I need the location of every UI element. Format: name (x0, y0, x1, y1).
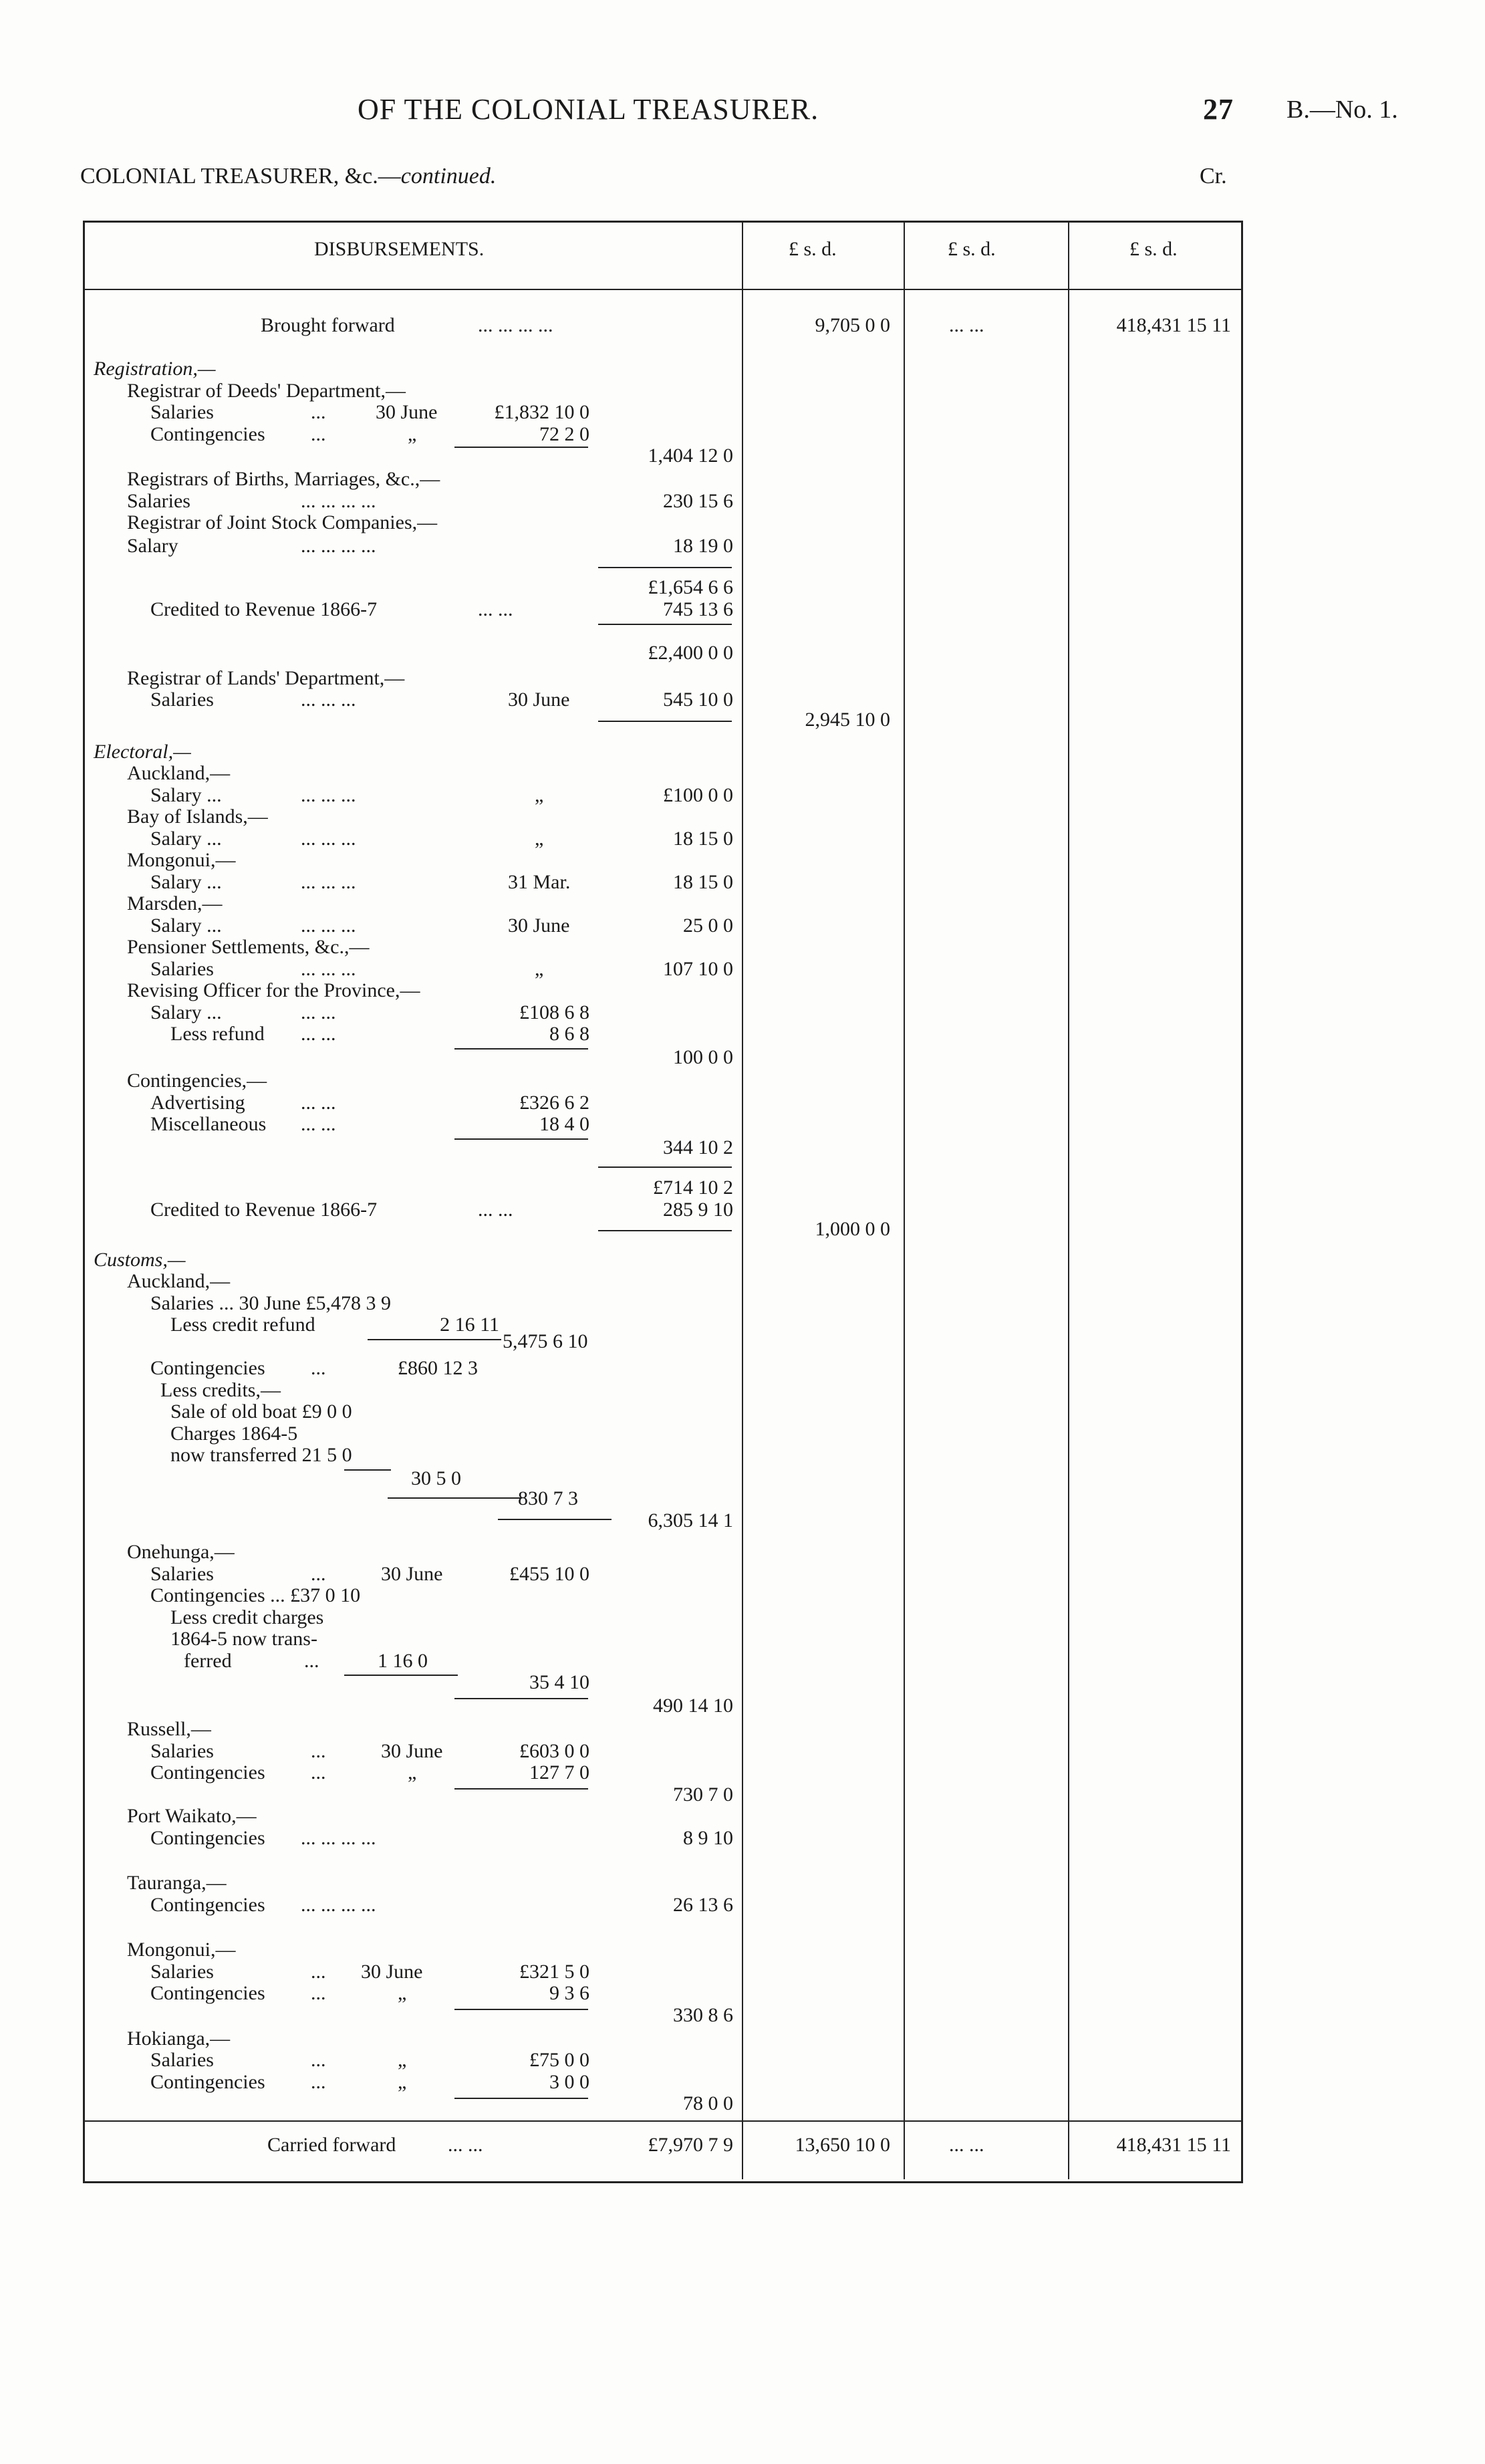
registration-sum-rule (598, 567, 732, 568)
customs-tauranga-dots: ... ... ... ... (301, 1894, 376, 1916)
onehunga-less-rule (344, 1675, 458, 1676)
brought-forward-label: Brought forward (261, 314, 395, 336)
electoral-total-rule (598, 1230, 732, 1231)
deeds-salaries-label: Salaries (150, 401, 214, 423)
carried-forward-label: Carried forward (267, 2134, 396, 2156)
electoral-misc-amount: 18 4 0 (539, 1113, 589, 1135)
electoral-mongonui-amount: 18 15 0 (673, 871, 733, 893)
customs-auckland: Auckland,— (127, 1270, 231, 1292)
electoral-misc-dots: ... ... (301, 1113, 336, 1135)
column-divider-1 (742, 221, 743, 2179)
electoral-contingencies: Contingencies,— (127, 1070, 267, 1092)
customs-russell-contingencies-ditto: „ (408, 1761, 417, 1783)
subtitle-main: COLONIAL TREASURER, &c.— (80, 164, 401, 189)
customs-russell-salaries: Salaries (150, 1740, 214, 1762)
joint-stock-amount: 18 19 0 (673, 535, 733, 557)
electoral-auckland: Auckland,— (127, 762, 231, 784)
customs-hokianga-salaries-dots: ... (311, 2049, 326, 2071)
registration-total-rule (598, 721, 732, 722)
deeds-total: 1,404 12 0 (648, 445, 733, 467)
deeds-heading: Registrar of Deeds' Department,— (127, 380, 406, 402)
customs-russell-salaries-dots: ... (311, 1740, 326, 1762)
customs-auckland-total: 6,305 14 1 (648, 1509, 733, 1531)
carried-forward-col1: 13,650 10 0 (795, 2134, 890, 2156)
column-divider-2 (904, 221, 905, 2179)
customs-hokianga-contingencies-ditto: „ (398, 2071, 407, 2093)
customs-mongonui-salaries-amount: £321 5 0 (519, 1961, 589, 1983)
electoral-mongonui-dots: ... ... ... (301, 871, 356, 893)
joint-stock-heading: Registrar of Joint Stock Companies,— (127, 511, 438, 533)
electoral-marsden-date: 30 June (508, 914, 570, 937)
joint-stock-dots: ... ... ... ... (301, 535, 376, 557)
customs-old-boat: Sale of old boat £9 0 0 (170, 1400, 352, 1423)
carried-forward-col3: 418,431 15 11 (1116, 2134, 1231, 2156)
customs-russell-contingencies-amount: 127 7 0 (529, 1761, 589, 1783)
deeds-contingencies-ditto: „ (408, 423, 417, 445)
customs-hokianga-salaries: Salaries (150, 2049, 214, 2071)
customs-onehunga-salaries-date: 30 June (381, 1563, 443, 1585)
registration-sum-2: £2,400 0 0 (648, 642, 733, 664)
customs-tauranga: Tauranga,— (127, 1872, 227, 1894)
customs-hokianga-salaries-amount: £75 0 0 (529, 2049, 589, 2071)
electoral-revising-salary-dots: ... ... (301, 1001, 336, 1023)
page-number: 27 (1203, 93, 1234, 126)
electoral-auckland-ditto: „ (535, 784, 544, 806)
electoral-auckland-salary: Salary ... (150, 784, 222, 806)
lands-amount: 545 10 0 (663, 689, 733, 711)
electoral-advertising: Advertising (150, 1092, 245, 1114)
customs-port-waikato-dots: ... ... ... ... (301, 1827, 376, 1849)
electoral-revising-less: Less refund (170, 1023, 265, 1045)
customs-auckland-salaries: Salaries ... 30 June £5,478 3 9 (150, 1292, 391, 1314)
customs-russell-salaries-date: 30 June (381, 1740, 443, 1762)
customs-onehunga-less3: ferred (184, 1650, 232, 1672)
births-dots: ... ... ... ... (301, 490, 376, 512)
customs-mongonui: Mongonui,— (127, 1939, 236, 1961)
customs-auckland-contingencies-dots: ... (311, 1357, 326, 1379)
credits-rule (344, 1469, 391, 1471)
electoral-advertising-dots: ... ... (301, 1092, 336, 1114)
customs-hokianga-contingencies: Contingencies (150, 2071, 265, 2093)
customs-russell: Russell,— (127, 1718, 211, 1740)
customs-onehunga-total: 490 14 10 (653, 1695, 733, 1717)
electoral-advertising-amount: £326 6 2 (519, 1092, 589, 1114)
carried-forward-col2: ... ... (949, 2134, 984, 2156)
customs-mongonui-salaries-date: 30 June (361, 1961, 423, 1983)
customs-less-credits: Less credits,— (160, 1379, 281, 1401)
electoral-credited-dots: ... ... (478, 1199, 513, 1221)
electoral-mongonui-date: 31 Mar. (508, 871, 571, 893)
customs-tauranga-contingencies: Contingencies (150, 1894, 265, 1916)
electoral-bay-dots: ... ... ... (301, 828, 356, 850)
electoral-sum: £714 10 2 (653, 1177, 733, 1199)
column-divider-3 (1068, 221, 1069, 2179)
customs-transferred: now transferred 21 5 0 (170, 1444, 352, 1466)
electoral-bay-amount: 18 15 0 (673, 828, 733, 850)
electoral-auckland-amount: £100 0 0 (663, 784, 733, 806)
customs-mongonui-contingencies-dots: ... (311, 1982, 326, 2004)
electoral-marsden: Marsden,— (127, 892, 223, 914)
column-header-1: £ s. d. (789, 238, 837, 260)
customs-onehunga-salaries-dots: ... (311, 1563, 326, 1585)
carried-forward-dots: ... ... (448, 2134, 483, 2156)
customs-onehunga-less: Less credit charges (170, 1606, 324, 1628)
electoral-marsden-salary: Salary ... (150, 914, 222, 937)
electoral-sum-rule (598, 1166, 732, 1168)
births-heading: Registrars of Births, Marriages, &c.,— (127, 468, 440, 490)
brought-forward-col1: 9,705 0 0 (815, 314, 890, 336)
registration-total: 2,945 10 0 (805, 709, 890, 731)
customs-russell-total: 730 7 0 (673, 1783, 733, 1806)
electoral-revising-less-dots: ... ... (301, 1023, 336, 1045)
electoral-heading: Electoral,— (94, 741, 191, 763)
brought-forward-dots: ... ... ... ... (478, 314, 553, 336)
electoral-misc: Miscellaneous (150, 1113, 267, 1135)
births-amount: 230 15 6 (663, 490, 733, 512)
electoral-mongonui-salary: Salary ... (150, 871, 222, 893)
column-header-3: £ s. d. (1129, 238, 1178, 260)
customs-hokianga-contingencies-amount: 3 0 0 (549, 2071, 589, 2093)
page-title: OF THE COLONIAL TREASURER. (358, 93, 819, 126)
electoral-mongonui: Mongonui,— (127, 849, 236, 871)
carried-forward-col0: £7,970 7 9 (648, 2134, 733, 2156)
customs-onehunga-contingencies-net: 35 4 10 (529, 1671, 589, 1693)
column-header-disbursements: DISBURSEMENTS. (314, 238, 485, 260)
electoral-contingencies-amount: 344 10 2 (663, 1136, 733, 1158)
registration-credited-amount: 745 13 6 (663, 598, 733, 620)
electoral-pensioner-amount: 107 10 0 (663, 958, 733, 980)
customs-hokianga: Hokianga,— (127, 2027, 231, 2050)
column-header-2: £ s. d. (948, 238, 996, 260)
customs-auckland-less: Less credit refund (170, 1314, 315, 1336)
electoral-bay: Bay of Islands,— (127, 806, 268, 828)
customs-auckland-less-amount: 2 16 11 (440, 1314, 499, 1336)
customs-mongonui-contingencies-ditto: „ (398, 1982, 407, 2004)
customs-auckland-net: 5,475 6 10 (503, 1330, 588, 1352)
customs-russell-contingencies: Contingencies (150, 1761, 265, 1783)
deeds-salaries-date: 30 June (376, 401, 438, 423)
customs-onehunga-less3-dots: ... (304, 1650, 319, 1672)
auckland-salaries-rule (368, 1339, 501, 1340)
customs-port-waikato-amount: 8 9 10 (683, 1827, 733, 1849)
electoral-pensioner-ditto: „ (535, 958, 544, 980)
brought-forward-col2: ... ... (949, 314, 984, 336)
customs-onehunga-salaries-amount: £455 10 0 (509, 1563, 589, 1585)
registration-credited-dots: ... ... (478, 598, 513, 620)
lands-dots: ... ... ... (301, 689, 356, 711)
customs-heading: Customs,— (94, 1249, 186, 1271)
lands-salaries-label: Salaries (150, 689, 214, 711)
subtitle-continued: continued. (400, 164, 497, 189)
electoral-auckland-dots: ... ... ... (301, 784, 356, 806)
deeds-contingencies-dots: ... (311, 423, 326, 445)
customs-mongonui-contingencies: Contingencies (150, 1982, 265, 2004)
births-salaries-label: Salaries (127, 490, 190, 512)
mongonui-rule (454, 2009, 588, 2010)
customs-onehunga-salaries: Salaries (150, 1563, 214, 1585)
electoral-pensioner: Pensioner Settlements, &c.,— (127, 936, 370, 958)
electoral-marsden-dots: ... ... ... (301, 914, 356, 937)
customs-mongonui-salaries: Salaries (150, 1961, 214, 1983)
brought-forward-col3: 418,431 15 11 (1116, 314, 1231, 336)
customs-auckland-contingencies: Contingencies (150, 1357, 265, 1379)
contingencies-rule (454, 1138, 588, 1140)
deeds-contingencies-amount: 72 2 0 (539, 423, 589, 445)
customs-hokianga-contingencies-dots: ... (311, 2071, 326, 2093)
electoral-pensioner-salaries: Salaries (150, 958, 214, 980)
customs-mongonui-contingencies-amount: 9 3 6 (549, 1982, 589, 2004)
customs-contingencies-net: 830 7 3 (518, 1487, 578, 1509)
electoral-credited-label: Credited to Revenue 1866-7 (150, 1199, 378, 1221)
customs-russell-salaries-amount: £603 0 0 (519, 1740, 589, 1762)
deeds-contingencies-label: Contingencies (150, 423, 265, 445)
lands-heading: Registrar of Lands' Department,— (127, 667, 405, 689)
lands-date: 30 June (508, 689, 570, 711)
electoral-revising-amount: 100 0 0 (673, 1046, 733, 1068)
hokianga-rule (454, 2098, 588, 2099)
revising-rule (454, 1048, 588, 1050)
electoral-revising-salary-amount: £108 6 8 (519, 1001, 589, 1023)
customs-onehunga: Onehunga,— (127, 1541, 235, 1563)
registration-credited-label: Credited to Revenue 1866-7 (150, 598, 378, 620)
customs-russell-contingencies-dots: ... (311, 1761, 326, 1783)
customs-onehunga-less3-amount: 1 16 0 (378, 1650, 428, 1672)
header-rule (83, 289, 1241, 290)
document-reference: B.—No. 1. (1287, 96, 1398, 124)
customs-port-waikato: Port Waikato,— (127, 1805, 257, 1827)
electoral-bay-salary: Salary ... (150, 828, 222, 850)
electoral-revising-salary: Salary ... (150, 1001, 222, 1023)
electoral-credited-amount: 285 9 10 (663, 1199, 733, 1221)
auckland-total-rule (498, 1519, 612, 1520)
customs-charges: Charges 1864-5 (170, 1423, 298, 1445)
carried-rule (83, 2120, 1241, 2122)
section-subtitle (80, 164, 496, 189)
electoral-revising: Revising Officer for the Province,— (127, 979, 420, 1001)
deeds-salaries-amount: £1,832 10 0 (494, 401, 589, 423)
credit-side-label: Cr. (1200, 164, 1227, 189)
contingencies-net-rule (388, 1497, 521, 1499)
customs-hokianga-total: 78 0 0 (683, 2092, 733, 2114)
customs-tauranga-amount: 26 13 6 (673, 1894, 733, 1916)
registration-sum-1: £1,654 6 6 (648, 576, 733, 598)
deeds-subtotal-rule (454, 447, 588, 448)
joint-stock-salary-label: Salary (127, 535, 178, 557)
onehunga-cont-rule (454, 1698, 588, 1699)
customs-onehunga-less2: 1864-5 now trans- (170, 1628, 317, 1650)
electoral-pensioner-dots: ... ... ... (301, 958, 356, 980)
registration-heading: Registration,— (94, 358, 216, 380)
electoral-bay-ditto: „ (535, 828, 544, 850)
customs-auckland-contingencies-amount: £860 12 3 (398, 1357, 478, 1379)
electoral-revising-less-amount: 8 6 8 (549, 1023, 589, 1045)
electoral-marsden-amount: 25 0 0 (683, 914, 733, 937)
customs-hokianga-salaries-ditto: „ (398, 2049, 407, 2071)
deeds-salaries-dots: ... (311, 401, 326, 423)
customs-mongonui-total: 330 8 6 (673, 2004, 733, 2026)
customs-mongonui-salaries-dots: ... (311, 1961, 326, 1983)
customs-onehunga-contingencies: Contingencies ... £37 0 10 (150, 1584, 361, 1606)
electoral-total: 1,000 0 0 (815, 1218, 890, 1240)
russell-rule (454, 1788, 588, 1790)
customs-port-waikato-contingencies: Contingencies (150, 1827, 265, 1849)
customs-credits-total: 30 5 0 (411, 1467, 461, 1489)
registration-sum2-rule (598, 624, 732, 625)
